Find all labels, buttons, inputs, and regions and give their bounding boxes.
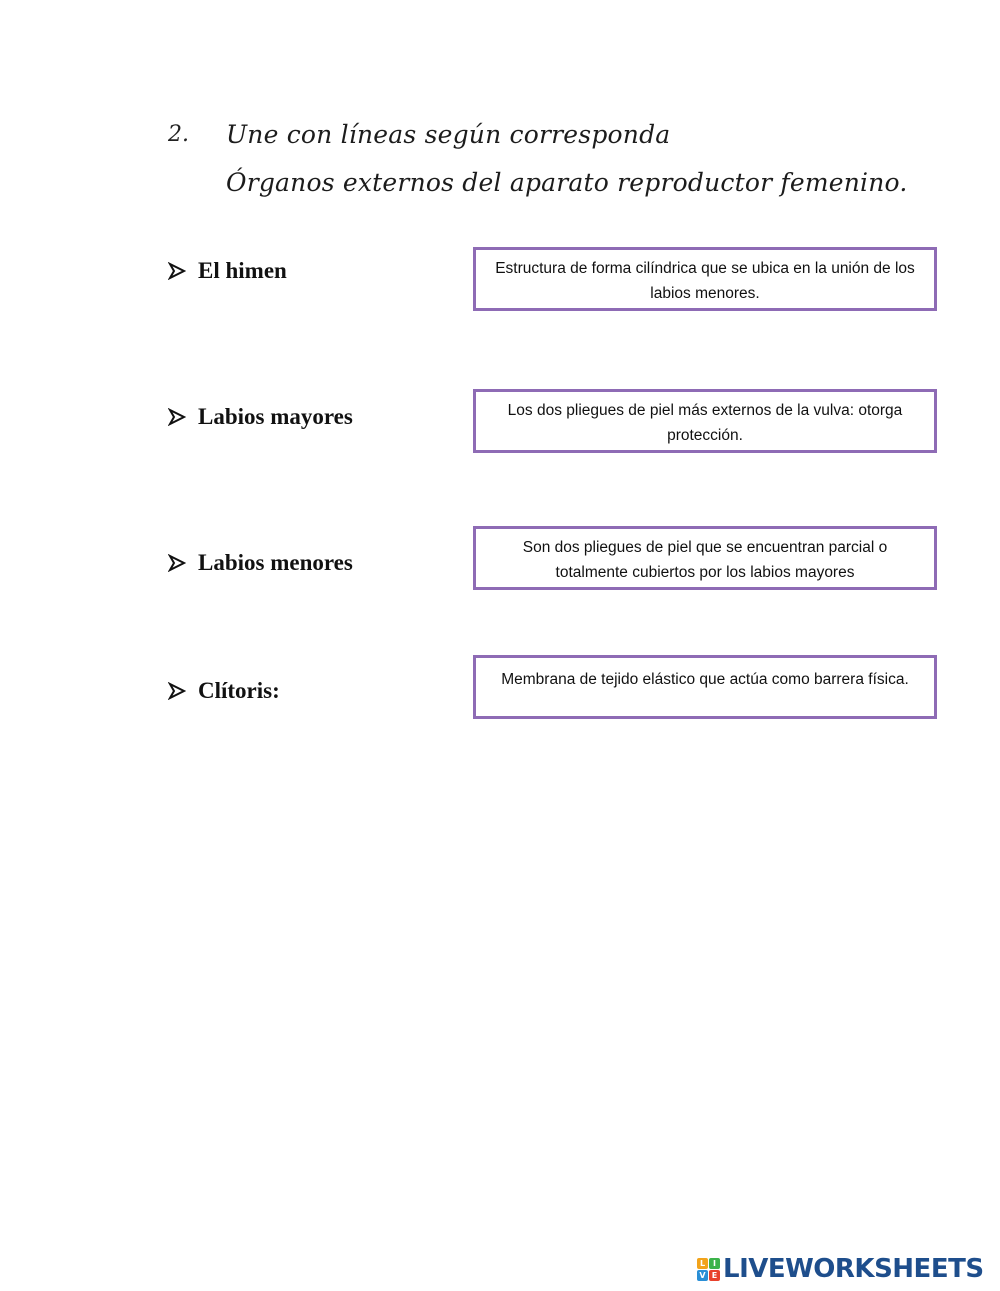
- term-item[interactable]: [168, 258, 287, 284]
- term-label: El himen: [198, 258, 287, 283]
- definition-box[interactable]: Estructura de forma cilíndrica que se ubica en la unión de los labios menores.: [473, 247, 937, 311]
- definition-box[interactable]: Los dos pliegues de piel más externos de la vulva: otorga protección.: [473, 389, 937, 453]
- logo-mark-icon: L I V E: [697, 1258, 720, 1281]
- question-subtitle: Órganos externos del aparato reproductor femenino.: [226, 168, 908, 197]
- question-instruction: Une con líneas según corresponda: [226, 120, 671, 149]
- liveworksheets-logo: [697, 1254, 984, 1284]
- logo-text: LIVEWORKSHEETS: [723, 1254, 984, 1284]
- question-number: 2.: [168, 122, 189, 147]
- term-label: Labios mayores: [198, 404, 353, 429]
- definition-box[interactable]: Son dos pliegues de piel que se encuentran parcial o totalmente cubiertos por los labios mayores: [473, 526, 937, 590]
- arrow-bullet-icon: [168, 682, 186, 700]
- term-label: Clítoris:: [198, 678, 280, 703]
- arrow-bullet-icon: [168, 554, 186, 572]
- term-label: Labios menores: [198, 550, 353, 575]
- term-item[interactable]: [168, 404, 353, 430]
- term-item[interactable]: [168, 678, 280, 704]
- term-item[interactable]: [168, 550, 353, 576]
- arrow-bullet-icon: [168, 262, 186, 280]
- arrow-bullet-icon: [168, 408, 186, 426]
- definition-box[interactable]: Membrana de tejido elástico que actúa como barrera física.: [473, 655, 937, 719]
